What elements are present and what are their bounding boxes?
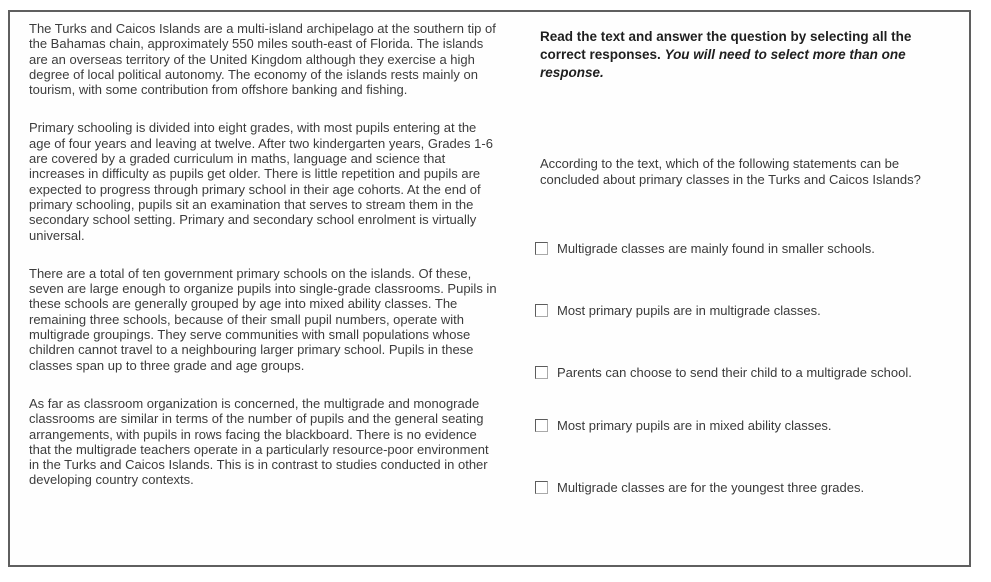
answer-option[interactable]: [535, 241, 952, 256]
answer-option-label: Multigrade classes are for the youngest three grades.: [557, 480, 865, 495]
answer-option-label: Parents can choose to send their child to a multigrade school.: [557, 365, 912, 380]
reading-passage: [29, 21, 500, 488]
instructions-main: Read the text and answer the question by selecting all the correct responses.: [540, 29, 912, 62]
checkbox[interactable]: [535, 419, 548, 432]
answer-option-label: Multigrade classes are mainly found in smaller schools.: [557, 241, 875, 256]
checkbox[interactable]: [535, 366, 548, 379]
question-panel: [540, 28, 952, 495]
answer-option[interactable]: [535, 365, 952, 380]
checkbox[interactable]: [535, 242, 548, 255]
passage-paragraph: Primary schooling is divided into eight grades, with most pupils entering at the age of four years and leaving at twelve. After two kindergarten years, Grades 1-6 are covered by a graded curriculum in maths, language and science that increases in difficulty as pupils get older. There is little repetition and pupils are expected to progress through primary school in their age cohorts. At the end of primary schooling, pupils sit an examination that serves to stream them in the secondary school setting. Primary and secondary school enrolment is virtually universal.: [29, 120, 493, 243]
checkbox[interactable]: [535, 481, 548, 494]
answer-option[interactable]: [535, 480, 952, 495]
instructions-emphasis: You will need to select more than one response.: [540, 47, 906, 80]
answer-option-label: Most primary pupils are in mixed ability classes.: [557, 418, 832, 433]
answer-option[interactable]: [535, 303, 952, 318]
answer-option[interactable]: [535, 418, 952, 433]
question-text: According to the text, which of the following statements can be concluded about primary classes in the Turks and Caicos Islands?: [540, 156, 921, 187]
passage-paragraph: As far as classroom organization is concerned, the multigrade and monograde classrooms are similar in terms of the number of pupils and the general seating arrangements, with pupils in rows facing the blackboard. There is no evidence that the multigrade teachers operate in a particularly resource-poor environment in the Turks and Caicos Islands. This is in contrast to studies conducted in other developing country contexts.: [29, 395, 489, 488]
answer-option-label: Most primary pupils are in multigrade classes.: [557, 303, 821, 318]
passage-paragraph: There are a total of ten government primary schools on the islands. Of these, seven are large enough to organize pupils into single-grade classrooms. Pupils in these schools are generally grouped by age into mixed ability classes. The remaining three schools, because of their small pupil numbers, operate with multigrade groupings. They serve communities with small populations whose children cannot travel to a neighbouring larger primary school. Pupils in these classes span up to three grade and age groups.: [29, 265, 497, 373]
answer-options: [535, 241, 952, 495]
checkbox[interactable]: [535, 304, 548, 317]
passage-paragraph: The Turks and Caicos Islands are a multi-island archipelago at the southern tip of the Bahamas chain, approximately 550 miles south-east of Florida. The islands are an overseas territory of the United Kingdom although they exercise a high degree of local political autonomy. The economy of the islands rests mainly on tourism, with some contribution from offshore banking and fishing.: [29, 21, 496, 98]
instructions-text: [540, 28, 920, 82]
